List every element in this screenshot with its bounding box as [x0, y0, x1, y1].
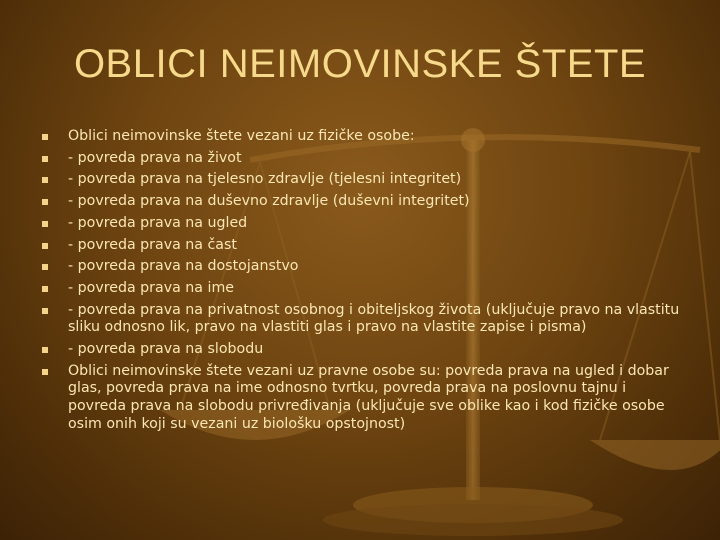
slide-title: OBLICI NEIMOVINSKE ŠTETE	[73, 42, 647, 86]
list-item	[40, 171, 680, 189]
list-item	[40, 237, 680, 255]
list-item-text: - povreda prava na slobodu	[68, 341, 264, 358]
list-item	[40, 341, 680, 359]
square-bullet-icon	[42, 347, 48, 353]
list-item	[40, 215, 680, 233]
square-bullet-icon	[42, 264, 48, 270]
square-bullet-icon	[42, 134, 48, 140]
list-item-text: - povreda prava na duševno zdravlje (duševni integritet)	[68, 193, 470, 210]
list-item-text: - povreda prava na ugled	[68, 214, 248, 231]
list-item-text: - povreda prava na čast	[68, 236, 237, 253]
list-item-text: - povreda prava na tjelesno zdravlje (tjelesni integritet)	[68, 171, 462, 188]
square-bullet-icon	[42, 369, 48, 375]
list-item-text: - povreda prava na privatnost osobnog i obiteljskog života (uključuje pravo na vlastitu sliku odnosno lik, pravo na vlastiti glas i pravo na vlastite zapise i pisma)	[68, 301, 680, 336]
square-bullet-icon	[42, 156, 48, 162]
square-bullet-icon	[42, 243, 48, 249]
list-item	[40, 280, 680, 298]
list-item-text: Oblici neimovinske štete vezani uz pravne osobe su: povreda prava na ugled i dobar glas, povreda prava na ime odnosno tvrtku, povreda prava na poslovnu tajnu i povreda prava na slobodu privređivanja (uključuje sve oblike kao i kod fizičke osobe osim onih koji su vezani uz biološku opstojnost)	[68, 362, 669, 432]
bullet-list	[40, 128, 680, 438]
list-item-text: - povreda prava na život	[68, 149, 242, 166]
list-item	[40, 363, 680, 434]
list-item-text: Oblici neimovinske štete vezani uz fizičke osobe:	[68, 128, 415, 144]
list-item	[40, 150, 680, 168]
list-item	[40, 128, 680, 146]
square-bullet-icon	[42, 177, 48, 183]
square-bullet-icon	[42, 286, 48, 292]
square-bullet-icon	[42, 199, 48, 205]
list-item	[40, 258, 680, 276]
list-item-text: - povreda prava na dostojanstvo	[68, 258, 299, 275]
square-bullet-icon	[42, 308, 48, 314]
list-item	[40, 193, 680, 211]
list-item-text: - povreda prava na ime	[68, 279, 234, 296]
square-bullet-icon	[42, 221, 48, 227]
list-item	[40, 302, 680, 337]
